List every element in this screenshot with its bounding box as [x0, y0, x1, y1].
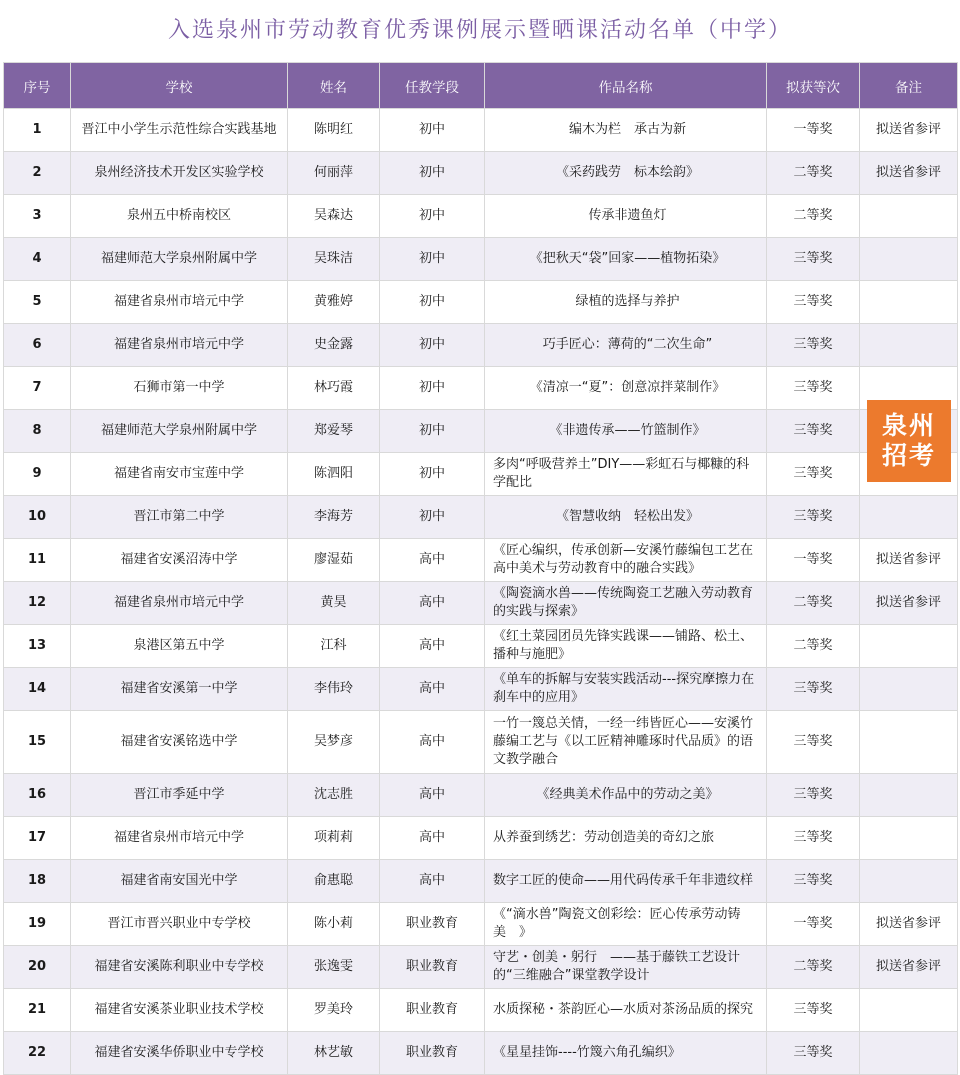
cell-no: 1 — [4, 109, 71, 152]
cell-school: 福建省泉州市培元中学 — [71, 281, 288, 324]
table-row — [4, 817, 958, 860]
cell-stage: 初中 — [380, 152, 485, 195]
cell-school: 晋江市第二中学 — [71, 496, 288, 539]
table-row — [4, 539, 958, 582]
cell-work: 《星星挂饰----竹篾六角孔编织》 — [485, 1032, 767, 1075]
cell-name: 吴森达 — [288, 195, 380, 238]
cell-no: 18 — [4, 860, 71, 903]
cell-no: 11 — [4, 539, 71, 582]
cell-stage: 初中 — [380, 109, 485, 152]
cell-school: 福建省泉州市培元中学 — [71, 817, 288, 860]
table-row — [4, 324, 958, 367]
cell-award: 三等奖 — [767, 410, 860, 453]
cell-work: 数字工匠的使命——用代码传承千年非遗纹样 — [485, 860, 767, 903]
table-row — [4, 195, 958, 238]
table-row — [4, 903, 958, 946]
cell-work: 《红土菜园团员先锋实践课——铺路、松土、播种与施肥》 — [485, 625, 767, 668]
cell-name: 俞惠聪 — [288, 860, 380, 903]
cell-name: 陈明红 — [288, 109, 380, 152]
header-work: 作品名称 — [485, 63, 767, 109]
table-row — [4, 238, 958, 281]
cell-work: 巧手匠心：薄荷的“二次生命” — [485, 324, 767, 367]
cell-stage: 初中 — [380, 453, 485, 496]
cell-note — [860, 324, 958, 367]
watermark-logo — [867, 400, 951, 482]
cell-school: 泉州五中桥南校区 — [71, 195, 288, 238]
cell-work: 绿植的选择与养护 — [485, 281, 767, 324]
cell-school: 福建省安溪沼涛中学 — [71, 539, 288, 582]
cell-no: 22 — [4, 1032, 71, 1075]
cell-award: 三等奖 — [767, 281, 860, 324]
cell-school: 泉港区第五中学 — [71, 625, 288, 668]
cell-work: 守艺・创美・躬行 ——基于藤铁工艺设计的“三维融合”课堂教学设计 — [485, 946, 767, 989]
cell-name: 黄昊 — [288, 582, 380, 625]
table-row — [4, 410, 958, 453]
table-row — [4, 582, 958, 625]
cell-stage: 职业教育 — [380, 903, 485, 946]
table-row — [4, 989, 958, 1032]
cell-no: 9 — [4, 453, 71, 496]
header-name: 姓名 — [288, 63, 380, 109]
cell-no: 19 — [4, 903, 71, 946]
header-award: 拟获等次 — [767, 63, 860, 109]
cell-award: 三等奖 — [767, 1032, 860, 1075]
cell-stage: 高中 — [380, 817, 485, 860]
cell-name: 陈泗阳 — [288, 453, 380, 496]
cell-note — [860, 195, 958, 238]
header-note: 备注 — [860, 63, 958, 109]
cell-stage: 初中 — [380, 195, 485, 238]
cell-name: 罗美玲 — [288, 989, 380, 1032]
cell-award: 三等奖 — [767, 367, 860, 410]
cell-work: 从养蚕到绣艺：劳动创造美的奇幻之旅 — [485, 817, 767, 860]
cell-no: 12 — [4, 582, 71, 625]
cell-work: 《非遗传承——竹篮制作》 — [485, 410, 767, 453]
cell-school: 福建省安溪华侨职业中专学校 — [71, 1032, 288, 1075]
cell-school: 晋江市季延中学 — [71, 774, 288, 817]
table-row — [4, 152, 958, 195]
table-row — [4, 1032, 958, 1075]
cell-note — [860, 711, 958, 774]
cell-name: 郑爱琴 — [288, 410, 380, 453]
cell-name: 林巧霞 — [288, 367, 380, 410]
table-row — [4, 367, 958, 410]
cell-note — [860, 281, 958, 324]
cell-award: 三等奖 — [767, 496, 860, 539]
cell-name: 沈志胜 — [288, 774, 380, 817]
cell-school: 福建省安溪第一中学 — [71, 668, 288, 711]
cell-school: 福建省泉州市培元中学 — [71, 582, 288, 625]
cell-stage: 初中 — [380, 238, 485, 281]
cell-stage: 高中 — [380, 774, 485, 817]
watermark-line-1: 泉州 — [881, 411, 936, 440]
cell-no: 5 — [4, 281, 71, 324]
cell-name: 吴珠洁 — [288, 238, 380, 281]
cell-stage: 高中 — [380, 582, 485, 625]
table-header-row — [4, 63, 958, 109]
cell-note — [860, 238, 958, 281]
cell-work: 一竹一篾总关情，一经一纬皆匠心——安溪竹藤编工艺与《以工匠精神雕琢时代品质》的语文教学融合 — [485, 711, 767, 774]
cell-award: 二等奖 — [767, 946, 860, 989]
header-school: 学校 — [71, 63, 288, 109]
cell-award: 二等奖 — [767, 625, 860, 668]
cell-work: 多肉“呼吸营养土”DIY——彩虹石与椰糠的科学配比 — [485, 453, 767, 496]
cell-name: 陈小莉 — [288, 903, 380, 946]
cell-school: 福建省南安市宝莲中学 — [71, 453, 288, 496]
cell-work: 传承非遗鱼灯 — [485, 195, 767, 238]
cell-no: 20 — [4, 946, 71, 989]
cell-school: 福建省安溪茶业职业技术学校 — [71, 989, 288, 1032]
cell-award: 三等奖 — [767, 324, 860, 367]
cell-stage: 初中 — [380, 410, 485, 453]
table-row — [4, 281, 958, 324]
cell-school: 晋江中小学生示范性综合实践基地 — [71, 109, 288, 152]
cell-stage: 高中 — [380, 668, 485, 711]
cell-no: 6 — [4, 324, 71, 367]
cell-school: 晋江市晋兴职业中专学校 — [71, 903, 288, 946]
cell-no: 4 — [4, 238, 71, 281]
cell-stage: 职业教育 — [380, 1032, 485, 1075]
cell-school: 石狮市第一中学 — [71, 367, 288, 410]
cell-award: 三等奖 — [767, 453, 860, 496]
cell-stage: 职业教育 — [380, 989, 485, 1032]
cell-stage: 职业教育 — [380, 946, 485, 989]
cell-award: 二等奖 — [767, 195, 860, 238]
cell-school: 福建师范大学泉州附属中学 — [71, 410, 288, 453]
cell-award: 一等奖 — [767, 539, 860, 582]
cell-stage: 高中 — [380, 860, 485, 903]
cell-school: 泉州经济技术开发区实验学校 — [71, 152, 288, 195]
table-row — [4, 625, 958, 668]
cell-work: 《清凉一“夏”：创意凉拌菜制作》 — [485, 367, 767, 410]
cell-award: 一等奖 — [767, 109, 860, 152]
cell-no: 7 — [4, 367, 71, 410]
cell-note — [860, 496, 958, 539]
cell-no: 2 — [4, 152, 71, 195]
cell-no: 3 — [4, 195, 71, 238]
cell-work: 《采药践劳 标本绘韵》 — [485, 152, 767, 195]
cell-work: 水质探秘・茶韵匠心—水质对茶汤品质的探究 — [485, 989, 767, 1032]
cell-name: 史金露 — [288, 324, 380, 367]
table-row — [4, 946, 958, 989]
cell-work: 编木为栏 承古为新 — [485, 109, 767, 152]
cell-school: 福建师范大学泉州附属中学 — [71, 238, 288, 281]
cell-stage: 初中 — [380, 367, 485, 410]
header-no: 序号 — [4, 63, 71, 109]
table-row — [4, 453, 958, 496]
table-row — [4, 774, 958, 817]
cell-award: 三等奖 — [767, 774, 860, 817]
cell-stage: 高中 — [380, 539, 485, 582]
cell-stage: 高中 — [380, 625, 485, 668]
cell-note: 拟送省参评 — [860, 109, 958, 152]
cell-school: 福建省南安国光中学 — [71, 860, 288, 903]
cell-note: 拟送省参评 — [860, 582, 958, 625]
cell-name: 林艺敏 — [288, 1032, 380, 1075]
cell-stage: 高中 — [380, 711, 485, 774]
cell-note: 拟送省参评 — [860, 152, 958, 195]
cell-work: 《单车的拆解与安装实践活动---探究摩擦力在刹车中的应用》 — [485, 668, 767, 711]
cell-no: 21 — [4, 989, 71, 1032]
cell-no: 10 — [4, 496, 71, 539]
cell-work: 《经典美术作品中的劳动之美》 — [485, 774, 767, 817]
cell-award: 三等奖 — [767, 238, 860, 281]
cell-work: 《陶瓷滴水兽——传统陶瓷工艺融入劳动教育的实践与探索》 — [485, 582, 767, 625]
cell-name: 李伟玲 — [288, 668, 380, 711]
cell-note: 拟送省参评 — [860, 539, 958, 582]
table-row — [4, 860, 958, 903]
cell-school: 福建省泉州市培元中学 — [71, 324, 288, 367]
cell-school: 福建省安溪铭选中学 — [71, 711, 288, 774]
cell-name: 张逸雯 — [288, 946, 380, 989]
cell-note — [860, 774, 958, 817]
watermark-line-2: 招考 — [881, 441, 936, 470]
cell-note — [860, 625, 958, 668]
cell-note — [860, 989, 958, 1032]
cell-name: 廖湿茹 — [288, 539, 380, 582]
cell-note — [860, 668, 958, 711]
cell-note: 拟送省参评 — [860, 946, 958, 989]
cell-work: 《匠心编织，传承创新—安溪竹藤编包工艺在高中美术与劳动教育中的融合实践》 — [485, 539, 767, 582]
cell-award: 三等奖 — [767, 860, 860, 903]
award-list-table — [3, 62, 958, 1075]
table-row — [4, 109, 958, 152]
cell-award: 一等奖 — [767, 903, 860, 946]
table-row — [4, 668, 958, 711]
table-row — [4, 711, 958, 774]
cell-work: 《“滴水兽”陶瓷文创彩绘：匠心传承劳动铸美 》 — [485, 903, 767, 946]
page-title: 入选泉州市劳动教育优秀课例展示暨晒课活动名单（中学） — [167, 18, 792, 43]
cell-award: 三等奖 — [767, 711, 860, 774]
header-stage: 任教学段 — [380, 63, 485, 109]
cell-award: 二等奖 — [767, 152, 860, 195]
cell-award: 三等奖 — [767, 989, 860, 1032]
cell-name: 吴梦彦 — [288, 711, 380, 774]
cell-no: 14 — [4, 668, 71, 711]
cell-stage: 初中 — [380, 281, 485, 324]
cell-no: 15 — [4, 711, 71, 774]
cell-name: 黄雅婷 — [288, 281, 380, 324]
cell-no: 8 — [4, 410, 71, 453]
cell-name: 李海芳 — [288, 496, 380, 539]
table-row — [4, 496, 958, 539]
cell-no: 16 — [4, 774, 71, 817]
cell-note — [860, 1032, 958, 1075]
cell-award: 三等奖 — [767, 668, 860, 711]
cell-stage: 初中 — [380, 496, 485, 539]
cell-name: 何丽萍 — [288, 152, 380, 195]
table-body — [4, 109, 958, 1075]
cell-note — [860, 817, 958, 860]
cell-no: 17 — [4, 817, 71, 860]
cell-award: 三等奖 — [767, 817, 860, 860]
cell-school: 福建省安溪陈利职业中专学校 — [71, 946, 288, 989]
cell-work: 《智慧收纳 轻松出发》 — [485, 496, 767, 539]
cell-name: 江科 — [288, 625, 380, 668]
cell-stage: 初中 — [380, 324, 485, 367]
cell-no: 13 — [4, 625, 71, 668]
cell-note — [860, 860, 958, 903]
cell-work: 《把秋天“袋”回家——植物拓染》 — [485, 238, 767, 281]
cell-award: 二等奖 — [767, 582, 860, 625]
cell-note: 拟送省参评 — [860, 903, 958, 946]
cell-name: 项莉莉 — [288, 817, 380, 860]
